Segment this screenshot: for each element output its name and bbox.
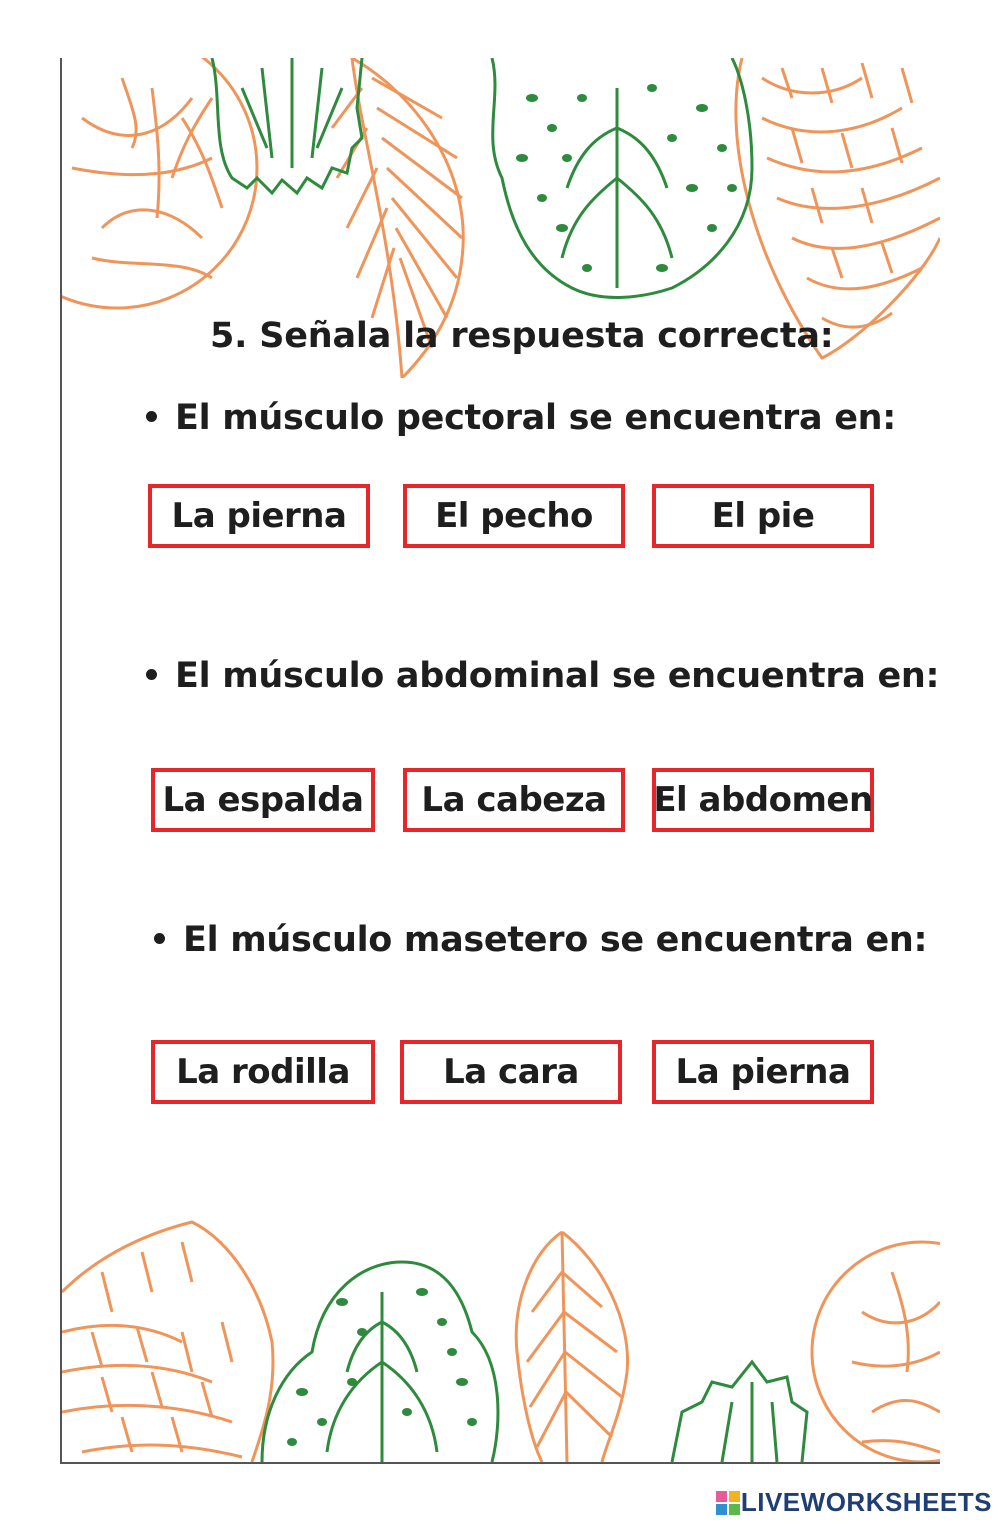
liveworksheets-logo (715, 1487, 992, 1518)
bullet-icon (146, 669, 157, 680)
bullet-icon (154, 933, 165, 944)
liveworksheets-brand-text: LIVEWORKSHEETS (740, 1487, 992, 1517)
q1-option-1[interactable]: La pierna (148, 484, 370, 548)
q3-option-2[interactable]: La cara (400, 1040, 622, 1104)
question-1 (146, 398, 896, 438)
liveworksheets-logo-icon (715, 1490, 741, 1516)
worksheet-page (60, 58, 940, 1464)
q1-option-2[interactable]: El pecho (403, 484, 625, 548)
q3-option-3[interactable]: La pierna (652, 1040, 874, 1104)
bottom-foliage-decoration (62, 1212, 940, 1462)
q1-option-3[interactable]: El pie (652, 484, 874, 548)
question-2 (146, 656, 939, 696)
q2-option-2[interactable]: La cabeza (403, 768, 625, 832)
worksheet-title: 5. Señala la respuesta correcta: (210, 316, 834, 356)
question-3-text: El músculo masetero se encuentra en: (183, 920, 928, 960)
q2-option-1[interactable]: La espalda (151, 768, 375, 832)
q2-option-3[interactable]: El abdomen (652, 768, 874, 832)
question-2-text: El músculo abdominal se encuentra en: (175, 656, 940, 696)
question-1-text: El músculo pectoral se encuentra en: (175, 398, 896, 438)
question-3 (154, 920, 927, 960)
q3-option-1[interactable]: La rodilla (151, 1040, 375, 1104)
bullet-icon (146, 411, 157, 422)
